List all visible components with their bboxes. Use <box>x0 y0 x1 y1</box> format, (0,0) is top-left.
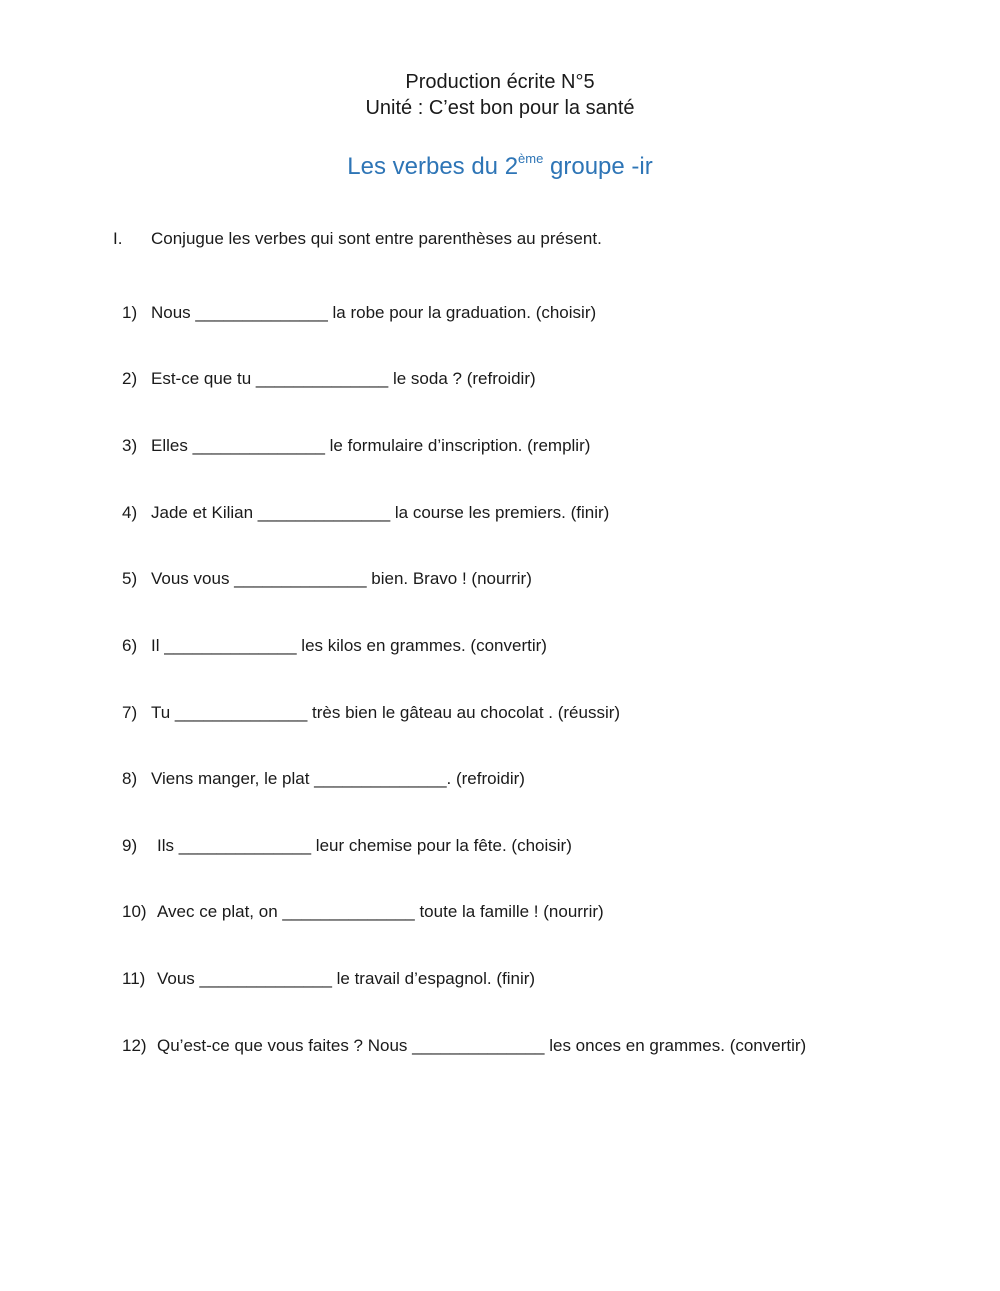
section-instruction: Conjugue les verbes qui sont entre parenthèses au présent. <box>151 229 602 248</box>
item-text: Vous vous ______________ bien. Bravo ! (nourrir) <box>151 569 532 588</box>
item-number: 10) <box>122 902 147 921</box>
item-text: Elles ______________ le formulaire d’inscription. (remplir) <box>151 436 591 455</box>
section-number: I. <box>113 229 123 248</box>
subtitle-superscript: ème <box>518 151 544 166</box>
lesson-subtitle <box>0 146 1000 182</box>
item-text: Ils ______________ leur chemise pour la fête. (choisir) <box>157 836 572 855</box>
item-number: 12) <box>122 1036 147 1055</box>
subtitle-after: groupe -ir <box>543 153 653 180</box>
item-text: Il ______________ les kilos en grammes. (convertir) <box>151 636 547 655</box>
unit-title: Unité : C’est bon pour la santé <box>365 97 635 119</box>
item-text: Tu ______________ très bien le gâteau au chocolat . (réussir) <box>151 703 621 722</box>
item-number: 3) <box>122 436 138 455</box>
item-number: 8) <box>122 769 138 788</box>
item-text: Qu’est-ce que vous faites ? Nous ______________ les onces en grammes. (convertir) <box>157 1036 807 1055</box>
item-text: Avec ce plat, on ______________ toute la famille ! (nourrir) <box>157 902 604 921</box>
subtitle-before: Les verbes du 2 <box>347 153 519 180</box>
item-number: 7) <box>122 703 138 722</box>
item-number: 2) <box>122 369 138 388</box>
item-number: 5) <box>122 569 138 588</box>
item-text: Est-ce que tu ______________ le soda ? (refroidir) <box>151 369 536 388</box>
item-number: 1) <box>122 303 138 322</box>
item-text: Viens manger, le plat ______________. (refroidir) <box>151 769 525 788</box>
item-text: Nous ______________ la robe pour la graduation. (choisir) <box>151 303 597 322</box>
item-number: 6) <box>122 636 138 655</box>
item-number: 9) <box>122 836 138 855</box>
worksheet-title: Production écrite N°5 <box>405 71 595 93</box>
item-number: 11) <box>122 969 146 988</box>
item-text: Vous ______________ le travail d’espagnol. (finir) <box>157 969 536 988</box>
item-number: 4) <box>122 503 138 522</box>
item-text: Jade et Kilian ______________ la course les premiers. (finir) <box>151 503 610 522</box>
